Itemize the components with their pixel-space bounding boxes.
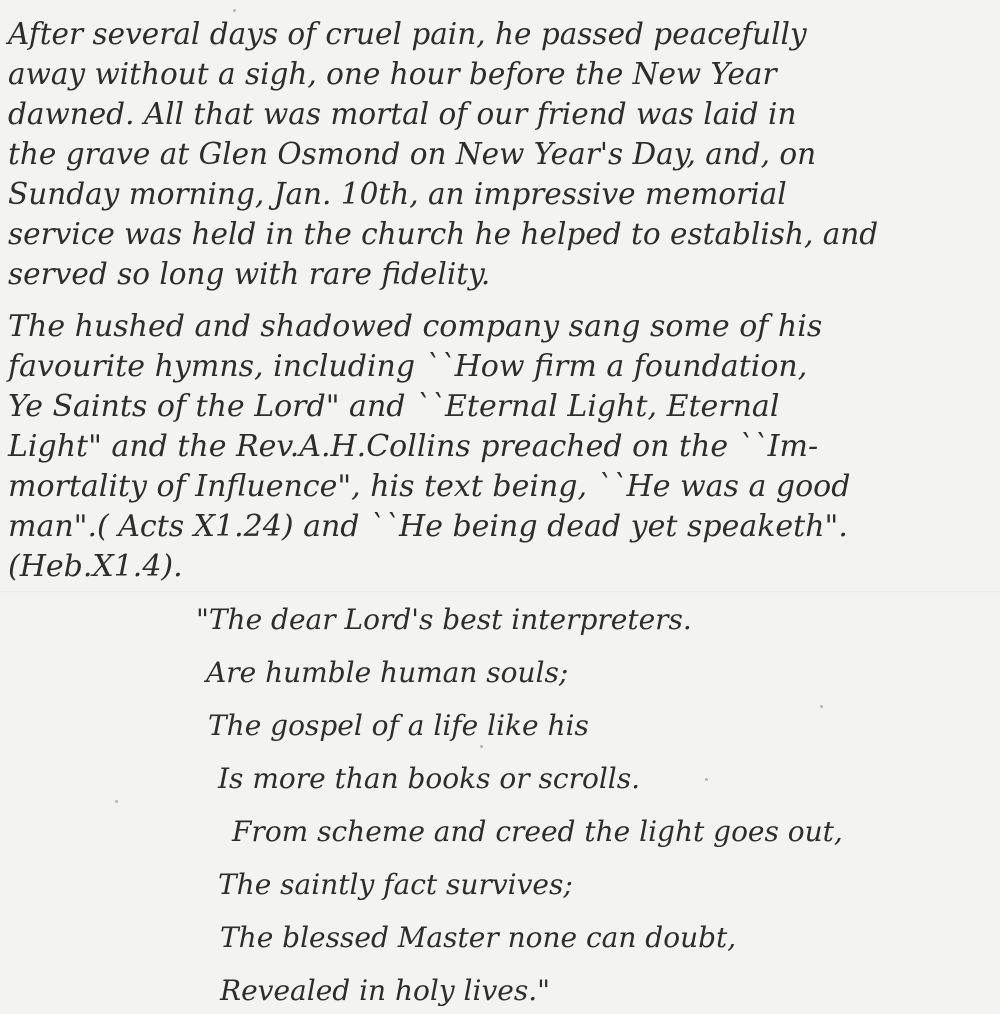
paragraph-line: Sunday morning, Jan. 10th, an impressive memorial [8,177,787,211]
scan-speck [115,800,118,803]
verse-line: From scheme and creed the light goes out, [232,815,843,848]
scan-speck [820,705,823,708]
scan-speck [233,9,236,12]
paragraph-line: man".( Acts X1.24) and ``He being dead yet speaketh". [8,509,848,544]
paragraph-line: away without a sigh, one hour before the New Year [8,57,777,91]
scan-speck [705,778,708,781]
verse-line: "The dear Lord's best interpreters. [196,603,692,636]
verse-line: The saintly fact survives; [218,868,573,901]
paragraph-line: service was held in the church he helped to establish, and [8,217,879,251]
paragraph-line: served so long with rare fidelity. [8,257,491,291]
paragraph-line: (Heb.X1.4). [8,549,183,584]
paragraph-line: Ye Saints of the Lord" and ``Eternal Light, Eternal [8,389,780,424]
verse-line: The blessed Master none can doubt, [220,921,737,954]
paragraph-line: favourite hymns, including ``How firm a foundation, [8,349,808,384]
scan-speck [480,745,483,748]
paragraph-line: The hushed and shadowed company sang some of his [8,309,823,344]
paragraph-line: Light" and the Rev.A.H.Collins preached on the ``Im- [8,429,819,464]
verse-line: Is more than books or scrolls. [218,762,640,795]
verse-line: Revealed in holy lives." [220,974,550,1007]
page-fold-shadow [0,591,1000,593]
paragraph-line: dawned. All that was mortal of our friend was laid in [8,97,797,131]
paragraph-line: mortality of Influence", his text being, ``He was a good [8,469,851,504]
verse-line: Are humble human souls; [206,656,569,689]
paragraph-line: After several days of cruel pain, he passed peacefully [8,17,807,51]
paragraph-line: the grave at Glen Osmond on New Year's Day, and, on [8,137,817,171]
verse-line: The gospel of a life like his [208,709,589,742]
